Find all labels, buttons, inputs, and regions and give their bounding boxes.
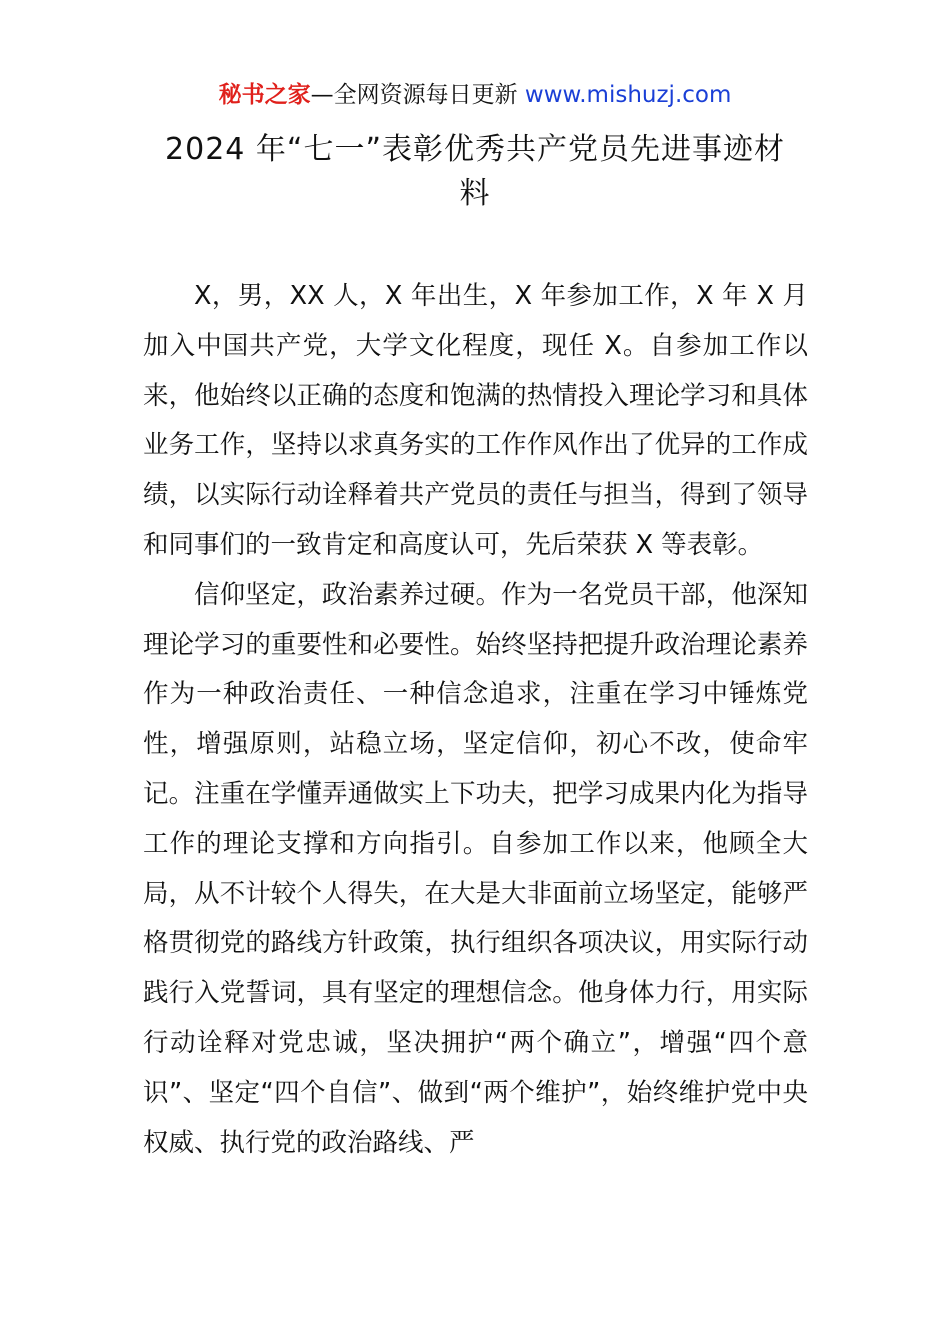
paragraph-intro: X，男，XX 人，X 年出生，X 年参加工作，X 年 X 月加入中国共产党，大学文化程度，现任 X。自参加工作以来，他始终以正确的态度和饱满的热情投入理论学习和具体业务工作，坚持以求真务实的工作作风作出了优异的工作成绩，以实际行动诠释着共产党员的责任与担当，得到了领导和同事们的一致肯定和高度认可，先后荣获 X 等表彰。: [143, 281, 808, 560]
paragraph-faith: 信仰坚定，政治素养过硬。作为一名党员干部，他深知理论学习的重要性和必要性。始终坚持把提升政治理论素养作为一种政治责任、一种信念追求，注重在学习中锤炼党性，增强原则，站稳立场，坚定信仰，初心不改，使命牢记。注重在学懂弄通做实上下功夫，把学习成果内化为指导工作的理论支撑和方向指引。自参加工作以来，他顾全大局，从不计较个人得失，在大是大非面前立场坚定，能够严格贯彻党的路线方针政策，执行组织各项决议，用实际行动践行入党誓词，具有坚定的理想信念。他身体力行，用实际行动诠释对党忠诚，坚决拥护“两个确立”，增强“四个意识”、坚定“四个自信”、做到“两个维护”，始终维护党中央权威、执行党的政治路线、严: [143, 579, 808, 1158]
site-brand: 秘书之家: [218, 82, 311, 108]
title-line-1: 2024 年“七一”表彰优秀共产党员先进事迹材: [165, 132, 785, 167]
title-line-2: 料: [459, 176, 491, 211]
site-url-link[interactable]: www.mishuzj.com: [524, 82, 732, 108]
site-tagline: —全网资源每日更新: [310, 82, 525, 108]
site-header: [0, 78, 950, 112]
document-title: [140, 128, 810, 216]
document-body: [143, 272, 808, 1168]
